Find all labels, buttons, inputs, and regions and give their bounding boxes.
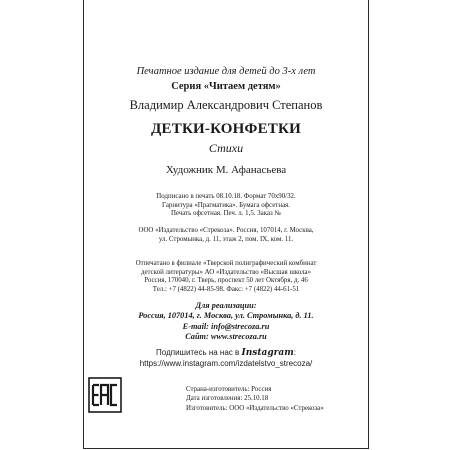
author-name: Владимир Александрович Степанов — [129, 98, 323, 112]
edition-note: Печатное издание для детей до 3-х лет — [136, 66, 316, 77]
instagram-prompt: Подпишитесь на нас в — [156, 348, 240, 357]
instagram-url[interactable]: https://www.instagram.com/izdatelstvo_strecoza/ — [139, 358, 313, 368]
print-info-line: Подписано в печать 08.10.18. Формат 70х90/32. — [156, 193, 296, 200]
printer-line: Россия, 170040, г. Тверь, проспект 50 лет Октября, д. 46 — [144, 277, 308, 285]
manufacturer-line: Изготовитель: ООО «Издательство «Стрекоза» — [186, 404, 324, 412]
illustrator — [84, 164, 368, 176]
illustrator-text: Художник М. Афанасьева — [165, 164, 287, 176]
manufacturer-line: Дата изготовления: 25.10.18 — [186, 395, 269, 403]
instagram-block — [84, 348, 368, 368]
eac-mark-icon — [88, 377, 122, 413]
instagram-colon: : — [293, 348, 296, 357]
printer-line: детской литературы» АО «Издательство «Высшая школа» — [140, 268, 312, 276]
print-info-line: Печать офсетная. Печ. л. 1,5. Заказ № — [170, 210, 282, 218]
instagram-prompt-line — [84, 348, 368, 359]
manufacturer-block — [186, 385, 324, 413]
series-name: Серия «Читаем детям» — [171, 81, 281, 92]
printer-line: Отпечатано в филиале «Тверской полиграфический комбинат — [135, 260, 317, 267]
print-info-line: Гарнитура «Прагматика». Бумага офсетная. — [162, 201, 290, 209]
sales-address: Россия, 107014, г. Москва, ул. Стромынка, д. 11. — [138, 311, 314, 321]
sales-block — [84, 301, 368, 342]
sales-site: Сайт: www.strecoza.ru — [185, 331, 267, 341]
publisher-line: ул. Стромынка, д. 11, этаж 2, пом. IX, ком. 11. — [158, 235, 294, 243]
manufacturer-line: Страна-изготовитель: Россия — [186, 386, 272, 393]
sales-heading: Для реализации: — [195, 301, 257, 310]
publisher-block — [84, 227, 368, 244]
book-genre: Стихи — [208, 141, 244, 155]
instagram-brand: Instagram — [241, 348, 294, 358]
publisher-line: ООО «Издательство «Стрекоза». Россия, 107014, г. Москва, — [138, 227, 314, 234]
printer-block — [84, 260, 368, 294]
book-title: ДЕТКИ-КОНФЕТКИ — [151, 121, 301, 137]
print-info-block — [84, 193, 368, 219]
sales-email: E-mail: info@strecoza.ru — [182, 321, 270, 331]
printer-line: Тел.: +7 (4822) 44-85-98. Факс: +7 (4822) 44-61-51 — [152, 285, 300, 293]
book-page — [83, 0, 369, 449]
